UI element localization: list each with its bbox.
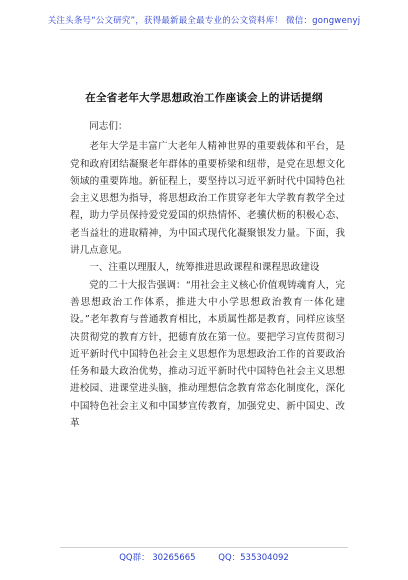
section-heading: 一、注重以理服人，统筹推进思政课程和课程思政建设 [89,262,320,274]
footer-divider [60,547,348,548]
header-divider [60,29,348,30]
body-paragraph: 老年大学是丰富广大老年人精神世界的重要载体和平台，是党和政府团结凝聚老年群体的重要桥梁和纽带，是党在思想文化领域的重要阵地。新征程上，要坚持以习近平新时代中国特色社会主义思想为指导，将思想政治工作贯穿老年大学教育教学全过程，助力学员保持爱党爱国的炽热情怀、老骥伏枥的积极心态、老当益壮的进取精神，为中国式现代化凝聚银发力量。下面，我讲几点意见。 [70,141,345,257]
document-body [70,118,345,432]
body-paragraph: 党的二十大报告强调：“用社会主义核心价值观铸魂育人，完善思想政治工作体系，推进大中小学思想政治教育一体化建设。”老年教育与普通教育相比，本质属性都是教育，同样应该坚决贯彻党的教育方针，把德育放在第一位。要把学习宣传贯彻习近平新时代中国特色社会主义思想作为思想政治工作的首要政治任务和最大政治优势，推动习近平新时代中国特色社会主义思想进校园、进课堂进头脑，推动理想信念教育常态化制度化，深化中国特色社会主义和中国梦宣传教育，加强党史、新中国史、改革 [70,279,345,430]
footer-contact [0,551,408,563]
document-title: 在全省老年大学思想政治工作座谈会上的讲话提纲 [85,92,323,104]
footer-qq: QQ：535304092 [218,553,289,563]
header-banner: 关注头条号“公文研究”，获得最新最全最专业的公文资料库！ 微信：gongwenyj [47,16,361,26]
footer-qq-group: QQ群： 30265665 [119,553,196,563]
salutation: 同志们： [89,121,128,132]
